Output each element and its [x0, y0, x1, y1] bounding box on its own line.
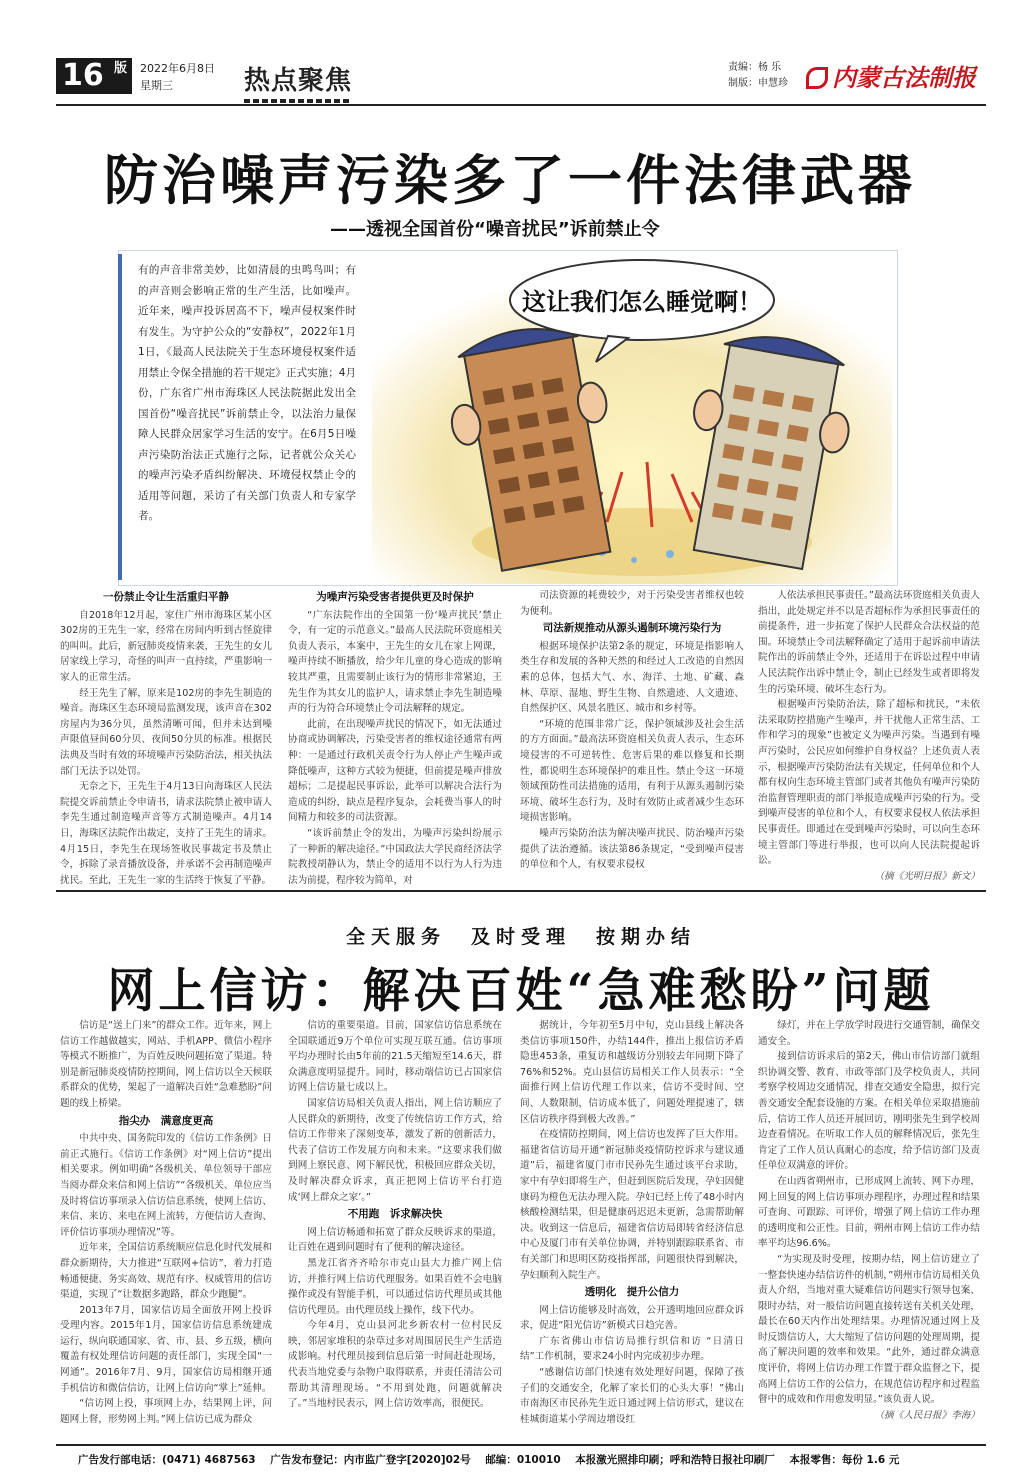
story2-col3-p1: 据统计，今年初至5月中旬，克山县线上解决各类信访事项150件，办结144件，推出上报信访矛盾隐患453条，重复访和越级访分别较去年同期下降了76%和52%。克山县信访局相关工作人员表示：“全面推行网上信访代理工作以来，信访不受时间、空间、人数限制，信访成本低了，问题处理提速了，辖区信访秩序得到极大改善。” [520, 1020, 744, 1125]
story1-col1-p3: 无奈之下，王先生于4月13日向海珠区人民法院提交诉前禁止令申请书，请求法院禁止被申请人李先生通过制造噪声音等方式制造噪声。4月14日，海珠区法院作出裁定，支持了王先生的请求。4月15日，李先生在现场签收民事裁定书及禁止令，拆除了录音播放设备，并承诺不会再制造噪声扰民。至此，王先生一家的生活终于恢复了平静。 [60, 781, 272, 886]
story2-col1-p4: “信访网上投，事项网上办，结果网上评，问题网上督，形势网上判。”网上信访已成为群众 [60, 1398, 272, 1425]
newspaper-name: 内蒙古法制报 [832, 63, 976, 92]
story2-col3-p2: 在疫情防控期间，网上信访也发挥了巨大作用。福建省信访局开通“新冠肺炎疫情防控诉求与建议通道”后，福建省厦门市市民孙先生通过该平台求助，家中有孕妇即将生产，但赶到医院后发现，孕妇因健康码为橙色无法办理入院。孕妇已经上传了48小时内核酸检测结果，但是健康码迟迟未更新，急需帮助解决。收到这一信息后，福建省信访局即转省经济信息中心及厦门市有关单位协调，并特别跟踪联系省、市有关部门和思明区防疫指挥部，问题很快得到解决，孕妇顺利入院生产。 [520, 1129, 744, 1281]
logo-mark-icon [806, 67, 828, 89]
story2-col2-p1: 信访的重要渠道。目前，国家信访信息系统在全国联通近9万个单位可实现互联互通。信访事项平均办理时长由5年前的21.5天缩短至14.6天，群众满意度明显提升。同时，移动端信访已占国家信访网上信访量七成以上。 [288, 1020, 502, 1094]
story2-col4-p4: “为实现及时受理，按期办结，网上信访建立了一整套快速办结信访件的机制，”朔州市信访局相关负责人介绍，当地对重大疑难信访问题实行领导包案、限时办结，对一般信访问题直接转送有关机关处理，最长在60天内作出处理结果。办理情况通过网上及时反馈信访人，大大缩短了信访问题的处理周期，提高了解决问题的效率和效果。“此外，通过群众满意度评价，将网上信访办理工作置于群众监督之下，提高网上信访工作的公信力，在规范信访程序和过程监督中的成效和作用愈发明显。”该负责人说。 [758, 1253, 980, 1406]
date-text: 2022年6月8日 [140, 62, 215, 75]
footer-postcode-label: 邮编： [485, 1454, 517, 1466]
footer-note: 本报激光照排印刷；呼和浩特日报社印刷厂 [575, 1454, 775, 1466]
story2-col2-p3: 网上信访畅通和拓宽了群众反映诉求的渠道，让百姓在遇到问题时有了便利的解决途径。 [288, 1226, 502, 1254]
page-unit: 版 [114, 61, 128, 76]
story1-col1-p2: 经王先生了解，原来是102房的李先生制造的噪音。海珠区生态环境局监测发现，该声音在302房屋内为36分贝，虽然清晰可闻，但并未达到噪声限值昼间60分贝、夜间50分贝的标准。根据民法典及当时有效的环境噪声污染防治法，相关执法部门无法予以处罚。 [60, 687, 272, 777]
story1-col2 [288, 588, 502, 886]
issue-date [140, 60, 215, 94]
story1-col1-p1: 自2018年12月起，家住广州市海珠区某小区302房的王先生一家，经常在房间内听到古怪旋律的叫叫。此后，新冠肺炎疫情来袭，王先生的女儿居家线上学习，奇怪的叫声一直持续，严重影响一家人的正常生活。 [60, 609, 272, 683]
story2-col2 [288, 1018, 502, 1438]
story2-col1-p2: 近年来，全国信访系统顺应信息化时代发展和群众新期待，大力推进“互联网+信访”，着力打造畅通便捷、务实高效、规范有序、权威管用的信访渠道，实现了“让数据多跑路，群众少跑腿”。 [60, 1242, 272, 1301]
story1-col1-heading: 一份禁止令让生活重归平静 [103, 591, 229, 603]
story1-col3-p0: 司法资源的耗费较少，对于污染受害者维权也较为便利。 [520, 590, 744, 617]
footer-price-label: 本报零售： [789, 1454, 842, 1466]
footer-reg: 内市监广登字[2020]02号 [343, 1454, 471, 1466]
story2-col4-p1: 绿灯，并在上学放学时段进行交通管制，确保交通安全。 [758, 1020, 980, 1047]
page-footer [78, 1452, 978, 1467]
story1-col2-p3: “该诉前禁止令的发出，为噪声污染纠纷展示了一种新的解决途径。”中国政法大学民商经济法学院教授胡静认为，禁止令的适用不以行为人行为违法为前提，程序较为简单，对 [288, 827, 502, 886]
story1-title: 防治噪声污染多了一件法律武器 [104, 148, 916, 212]
story2-col3-p4: 广东省佛山市信访局推行织信和访 “日清日结”工作机制，要求24小时内完成初步办理。 [520, 1335, 744, 1363]
footer-rule [56, 1444, 986, 1446]
story1-col2-p1: “广东法院作出的全国第一份‘噪声扰民’禁止令，有一定的示范意义。”最高人民法院环资庭相关负责人表示，本案中，王先生的女儿在家上网课，噪声持续不断播放，给少年儿童的身心造成的影响较其严重，且需要制止该行为的情形非常紧迫，王先生作为其女儿的监护人，请求禁止李先生制造噪声的行为符合环境禁止令司法解释的规定。 [288, 609, 502, 715]
story2-source: （摘《人民日报》李海） [874, 1409, 980, 1421]
story2-col2-p5: 今年4月，克山县河北乡新农村一位村民反映，邻居家堆积的杂草过多对周围居民生产生活造成影响。村代理员接到信息后第一时间赶赴现场，代表当地党委与杂物户取得联系，并责任清洁公司帮助其清理现场。“不用到处跑，问题就解决了。”当地村民表示，网上信访效率高，很便民。 [288, 1320, 502, 1410]
page-number [56, 58, 132, 94]
story2-col2-heading: 不用跑 诉求解决快 [347, 1208, 443, 1221]
story2-col2-p2: 国家信访局相关负责人指出，网上信访顺应了人民群众的新期待，改变了传统信访工作方式，给信访工作带来了深刻变革，激发了新的创新活力，代表了信访工作发展方向和未来。“这要求我们做到网上察民意、网下解民忧，积极回应群众关切，及时解决群众诉求，真正把网上信访平台打造成‘网上群众之家’。” [288, 1097, 502, 1203]
story2-col1-p0: 信访是“送上门来”的群众工作。近年来，网上信访工作越做越实，网站、手机APP、微信小程序等模式不断推广，为百姓反映问题拓宽了渠道。特别是新冠肺炎疫情防控期间，网上信访以全天候联系群众的优势，架起了一道解决百姓“急难愁盼”问题的线上桥梁。 [60, 1020, 272, 1109]
story1-col3-p3: 噪声污染防治法为解决噪声扰民、防治噪声污染提供了法治遵循。该法第86条规定，“受到噪声侵害的单位和个人，有权要求侵权 [520, 827, 744, 871]
story1-col3-heading: 司法新规推动从源头遏制环境污染行为 [542, 622, 722, 635]
story2-col3-p5: “感谢信访部门快速有效处理好问题，保障了孩子们的交通安全，化解了家长们的心头大事！”佛山市南海区市民孙先生近日通过网上信访形式，建议在桂城街道某小学周边增设红 [520, 1367, 744, 1425]
footer-price: 每份 1.6 元 [841, 1454, 900, 1466]
noise-illustration [372, 252, 892, 584]
story2-col1-p1: 中共中央、国务院印发的《信访工作条例》日前正式施行。《信访工作条例》对“网上信访”提出相关要求。例如明确“各级机关、单位领导干部应当阅办群众来信和网上信访”“各级机关、单位应当及时将信访事项录入信访信息系统，使网上信访、来信、来访、来电在网上流转，方便信访人查询、评价信访事项办理情况”等。 [60, 1133, 272, 1238]
story2-title: 网上信访：解决百姓“急难愁盼”问题 [107, 964, 935, 1019]
page-header [56, 58, 986, 104]
story1-lead: 有的声音非常美妙，比如清晨的虫鸣鸟叫；有的声音则会影响正常的生产生活，比如噪声。近年来，噪声投诉居高不下，噪声侵权案件时有发生。为守护公众的“安静权”，2022年1月1日，《最高人民法院关于生态环境侵权案件适用禁止令保全措施的若干规定》正式实施；4月份，广东省广州市海珠区人民法院据此发出全国首份“噪音扰民”诉前禁止令，以法治力量保障人民群众居家学习生活的安宁。在6月5日噪声污染防治法正式施行之际，记者就公众关心的噪声污染矛盾纠纷解决、环境侵权禁止令的适用等问题，采访了有关部门负责人和专家学者。 [118, 254, 366, 580]
bubble-text: 这让我们怎么睡觉啊！ [522, 288, 762, 316]
story1-col2-p2: 此前，在出现噪声扰民的情况下，如无法通过协商或协调解决，污染受害者的维权途径通常有两种：一是通过行政机关责令行为人停止产生噪声或降低噪声，这种方式较为便捷，但前提是噪声排放超标；二是提起民事诉讼，此举可以解决合法行为造成的纠纷，缺点是程序复杂，会耗费当事人的时间精力和较多的司法资源。 [288, 718, 502, 824]
footer-postcode: 010010 [516, 1454, 561, 1466]
story1-col4 [758, 588, 980, 886]
story2-col2-p4: 黑龙江省齐齐哈尔市克山县大力推广网上信访，并推行网上信访代理服务。如果百姓不会电脑操作或没有智能手机，可以通过信访代理员或其他信访代理员。由代理员线上操作，线下代办。 [288, 1257, 502, 1316]
page-number-value: 16 [62, 58, 104, 93]
editor-text: 责编：杨 乐 [728, 62, 782, 73]
story2-col4-p2: 接到信访诉求后的第2天，佛山市信访部门就组织协调交警、教育、市政等部门及学校负责人，共同考察学校周边交通情况，排查交通安全隐患，拟行完善交通安全配套设施的方案。在相关单位采取措施前后，信访工作人员还开展回访，刚明张先生到学校周边查看情况。在听取工作人员的解释情况后，张先生肯定了工作人员认真耐心的态度，给予信访部门及责任单位双满意的评价。 [758, 1051, 980, 1172]
header-rule [56, 104, 986, 106]
story2-col1 [60, 1018, 272, 1438]
story1-col1 [60, 588, 272, 886]
editor-credits [728, 60, 788, 92]
footer-phone: (0471) 4687563 [162, 1454, 256, 1466]
story-separator [56, 890, 986, 892]
story1-col2-heading: 为噪声污染受害者提供更及时保护 [316, 591, 474, 603]
story2-col1-heading: 指尖办 满意度更高 [118, 1114, 214, 1127]
footer-phone-label: 广告发行部电话： [78, 1454, 162, 1466]
story2-col4-p3: 在山西省朔州市，已形成网上流转、网下办理，网上回复的网上信访事项办理程序，办理过程和结果可查询、可跟踪、可评价，增强了网上信访工作办理的透明度和公正性。目前，朔州市网上信访工作办结率平均达96.6%。 [758, 1175, 980, 1250]
story1-col4-p2: 根据噪声污染防治法，除了超标和扰民，“未依法采取防控措施产生噪声，并干扰他人正常生活、工作和学习的现象”也被定义为噪声污染。当遇到有噪声污染时，公民应如何维护自身权益？上述负责人表示，根据噪声污染防治法有关规定，任何单位和个人都有权向生态环境主管部门或者其他负有噪声污染防治监督管理职责的部门举报造成噪声污染的行为。受到噪声侵害的单位和个人，有权要求侵权人依法承担民事责任。即通过在受到噪声污染时，可以向生态环境主管部门等进行举报，也可以向人民法院提起诉讼。 [758, 699, 980, 867]
footer-reg-label: 广告发布登记： [270, 1454, 344, 1466]
story1-subtitle: ——透视全国首份“噪音扰民”诉前禁止令 [330, 219, 660, 240]
story1-col3-p1: 根据环境保护法第2条的规定，环境是指影响人类生存和发展的各种天然的和经过人工改造的自然因素的总体，包括大气、水、海洋、土地、矿藏、森林、草原、湿地、野生生物、自然遗迹、人文遗迹、自然保护区、风景名胜区、城市和乡村等。 [520, 640, 744, 715]
section-title: 热点聚焦 [244, 60, 352, 97]
story1-col3 [520, 588, 744, 886]
designer-text: 制版：申慧珍 [728, 78, 788, 89]
weekday-text: 星期三 [140, 79, 173, 92]
story1-source: （摘《光明日报》新文） [874, 870, 980, 882]
story2-col3-p3: 网上信访能够及时高效，公开透明地回应群众诉求，促进“阳光信访”新模式日趋完善。 [520, 1304, 744, 1332]
story2-col4 [758, 1018, 980, 1438]
story2-col1-p3: 2013年7月，国家信访局全面放开网上投诉受理内容。2015年1月，国家信访信息系统建成运行，纵向联通国家、省、市、县、乡五级，横向覆盖有权处理信访问题的责任部门，实现全国“一网通”。2016年7月、9月，国家信访局相继开通手机信访和微信信访，让网上信访向“掌上”延伸。 [60, 1304, 272, 1394]
story1-col3-p2: “环境的范围非常广泛，保护领域涉及社会生活的方方面面。”最高法环资庭相关负责人表示，生态环境侵害的不可逆转性、危害后果的难以修复和长期性，都说明生态环境保护的难且性。禁止令这一环境领域预防性司法措施的适用，有利于从源头遏制污染环境、破坏生态行为，及时有效防止或者减少生态环境损害影响。 [520, 718, 744, 824]
story2-col3 [520, 1018, 744, 1438]
newspaper-logo [806, 58, 976, 93]
story2-kicker: 全天服务 及时受理 按期办结 [345, 926, 696, 948]
story2-col3-heading: 透明化 提升公信力 [584, 1286, 680, 1299]
story1-col4-p1: 人依法承担民事责任。”最高法环资庭相关负责人指出，此处规定并不以是否超标作为承担民事责任的前提条件，进一步拓宽了保护人民群众合法权益的范围。环境禁止令司法解释确定了适用于起诉前申请法院作出的诉前禁止令外，还适用于在诉讼过程中申请人民法院作出诉中禁止令，制止已经发生或者即将发生的污染环境、破坏生态行为。 [758, 590, 980, 695]
